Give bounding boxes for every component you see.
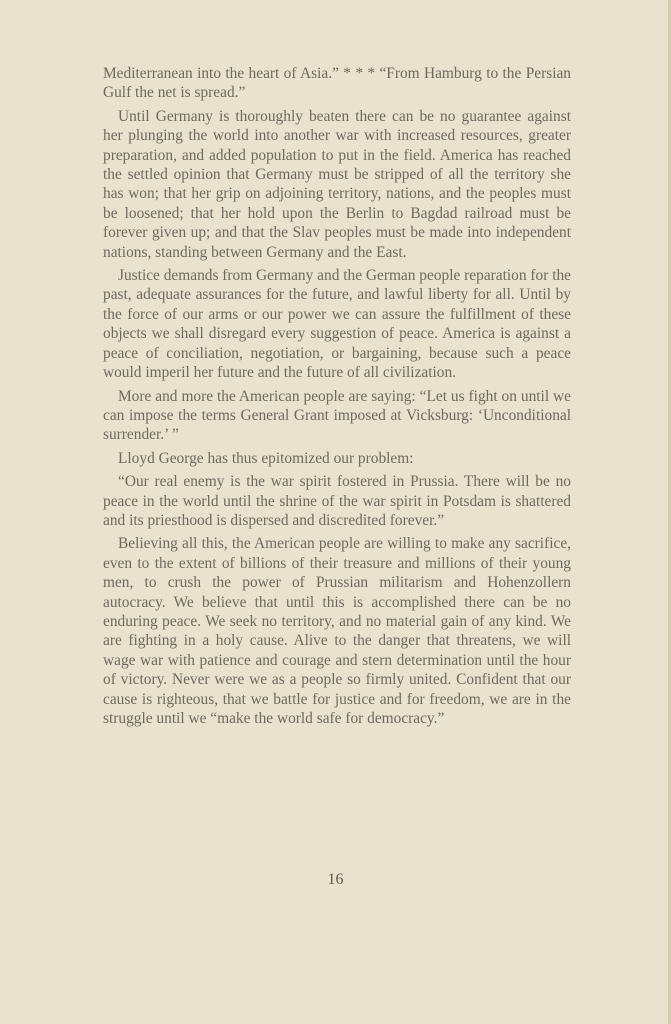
paragraph-quote: “Our real enemy is the war spirit fostered in Prussia. There will be no peace in the world until the shrine of the war spirit in Potsdam is shattered and its priesthood is dispersed and discredited forever.” xyxy=(103,473,571,529)
paragraph-american-people: More and more the American people are saying: “Let us fight on until we can impose the terms General Grant imposed at Vicksburg: ‘Unconditional surrender.’ ” xyxy=(103,387,571,444)
body-text xyxy=(103,64,571,732)
paragraph-lloyd-george: Lloyd George has thus epitomized our problem: xyxy=(118,449,414,467)
paragraph-continuation: Mediterranean into the heart of Asia.” * * * “From Hamburg to the Persian Gulf the net is spread.” xyxy=(103,65,571,102)
page-number: 16 xyxy=(327,871,344,888)
paragraph-justice: Justice demands from Germany and the German people reparation for the past, adequate assurances for the future, and lawful liberty for all. Until by the force of our arms or our power we can assure the fulfillment of these objects we shall disregard every suggestion of peace. America is against a peace of conciliation, negotiation, or bargaining, because such a peace would imperil her future and the future of all civilization. xyxy=(103,267,572,382)
paragraph-believing: Believing all this, the American people are willing to make any sacrifice, even to the extent of billions of their treasure and millions of their young men, to crush the power of Prussian militarism and Hohenzollern autocracy. We believe that until this is accomplished there can be no enduring peace. We seek no territory, and no material gain of any kind. We are fighting in a holy cause. Alive to the danger that threatens, we will wage war with patience and courage and stern determination until the hour of victory. Never were we as a people so firmly united. Confident that our cause is righteous, that we battle for justice and for freedom, we are in the struggle until we “make the world safe for democracy.” xyxy=(103,535,571,727)
paragraph-germany-beaten: Until Germany is thoroughly beaten there can be no guarantee against her plunging the world into another war with increased resources, greater preparation, and added population to put in the field. America has reached the settled opinion that Germany must be stripped of all the territory she has won; that her grip on adjoining territory, nations, and the peoples must be loosened; that her hold upon the Berlin to Bagdad railroad must be forever given up; and that the Slav peoples must be made into independent nations, standing between Germany and the East. xyxy=(103,107,571,261)
